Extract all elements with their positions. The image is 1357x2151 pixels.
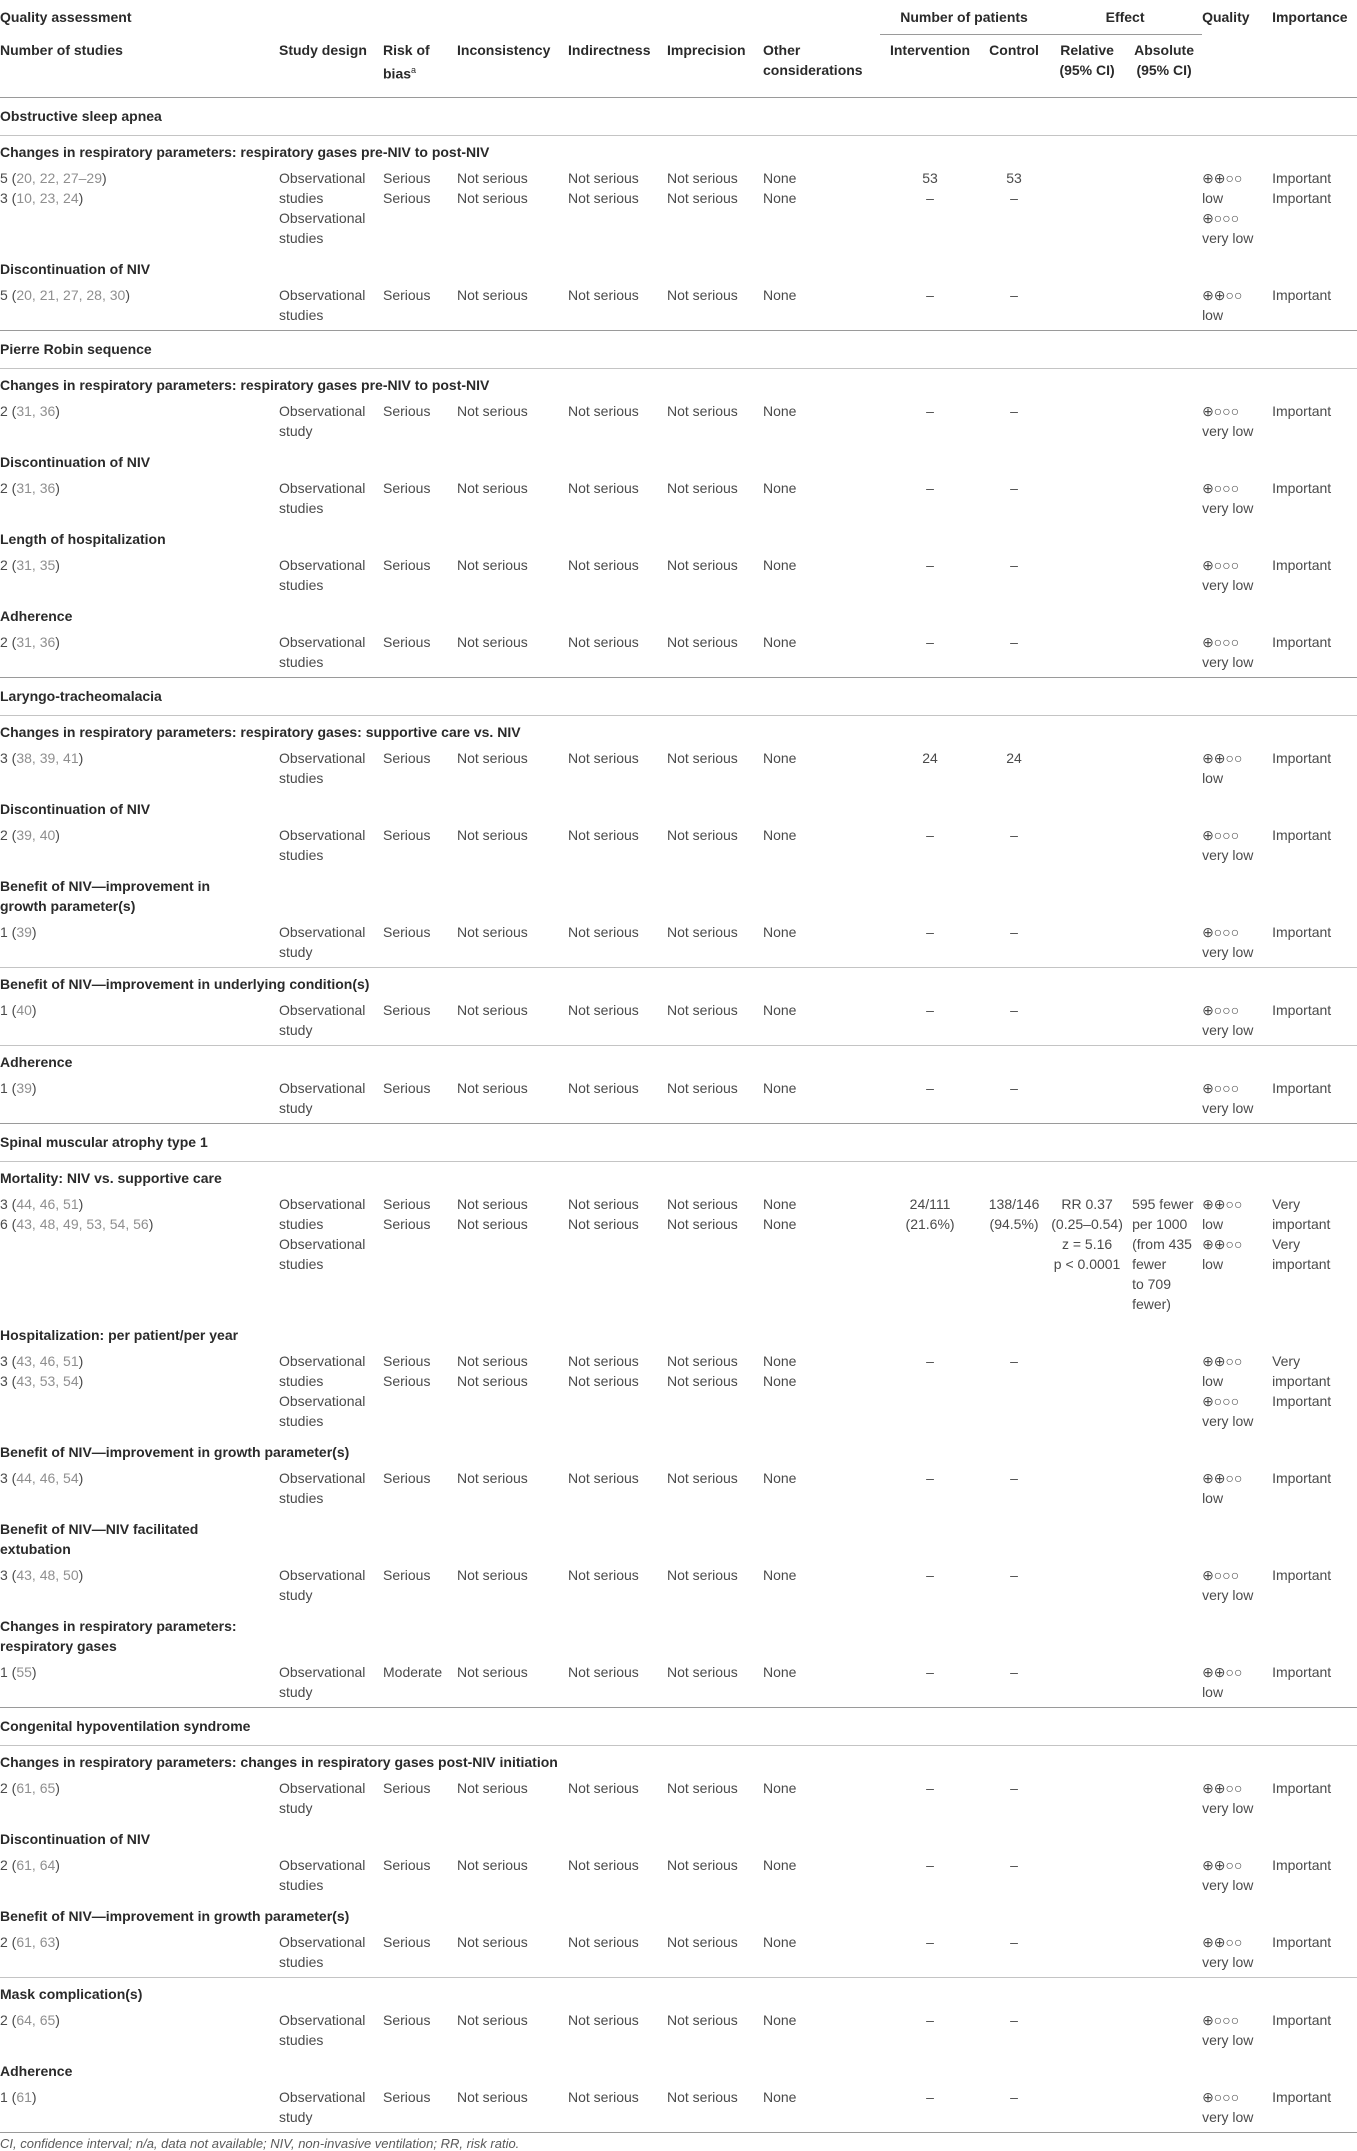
risk-of-bias-header: Risk of bias$^a$ bbox=[383, 41, 430, 82]
outcome-title: Length of hospitalization bbox=[0, 531, 166, 548]
table-row: 2 (31, 36) Observational studies Serious Not serious Not serious Not serious None – – ⊕○○○ very low Important bbox=[0, 634, 1332, 671]
table-row: 5 (20, 21, 27, 28, 30) Observational studies Serious Not serious Not serious Not serious None – – ⊕⊕○○ low Important bbox=[0, 287, 1332, 324]
outcome-title: Mask complication(s) bbox=[0, 1978, 1357, 2011]
effect-header: Effect bbox=[1048, 7, 1202, 35]
outcome-title: Benefit of NIV—improvement in underlying condition(s) bbox=[0, 968, 1357, 1001]
outcome-title: Adherence bbox=[0, 608, 73, 625]
header-row-2 bbox=[0, 35, 1357, 98]
table-row: 1 (39) Observational study Serious Not serious Not serious Not serious None – – ⊕○○○ very low Important bbox=[0, 924, 1332, 961]
number-of-studies-header: Number of studies bbox=[0, 41, 123, 58]
relative-header: Relative (95% CI) bbox=[1059, 42, 1115, 78]
table-row: 3 (43, 48, 50) Observational study Serious Not serious Not serious Not serious None – – ⊕○○○ very low Important bbox=[0, 1567, 1332, 1604]
outcome-title: Changes in respiratory parameters: changes in respiratory gases post-NIV initiation bbox=[0, 1754, 558, 1771]
section-title: Obstructive sleep apnea bbox=[0, 98, 1357, 136]
control-header: Control bbox=[989, 42, 1039, 58]
table-row: 1 (40) Observational study Serious Not serious Not serious Not serious None – – ⊕○○○ very low Important bbox=[0, 1002, 1332, 1039]
section-title: Pierre Robin sequence bbox=[0, 331, 1357, 369]
table-row: 2 (31, 36) Observational study Serious Not serious Not serious Not serious None – – ⊕○○○ very low Important bbox=[0, 403, 1332, 440]
table-row: 1 (39) Observational study Serious Not serious Not serious Not serious None – – ⊕○○○ very low Important bbox=[0, 1080, 1332, 1117]
table-row: 3 (38, 39, 41) Observational studies Serious Not serious Not serious Not serious None 24 24 ⊕⊕○○ low Important bbox=[0, 750, 1332, 787]
intervention-header: Intervention bbox=[889, 42, 971, 58]
table-row: 2 (39, 40) Observational studies Serious Not serious Not serious Not serious None – – ⊕○○○ very low Important bbox=[0, 827, 1332, 864]
outcome-title: Discontinuation of NIV bbox=[0, 261, 151, 278]
outcome-title: Benefit of NIV—improvement in growth parameter(s) bbox=[0, 1908, 350, 1925]
table-row: 2 (61, 63) Observational studies Serious Not serious Not serious Not serious None – – ⊕⊕○○ very low Important bbox=[0, 1934, 1332, 1971]
outcome-title: Benefit of NIV—improvement in growth parameter(s) bbox=[0, 1444, 350, 1461]
outcome-title: Hospitalization: per patient/per year bbox=[0, 1327, 239, 1344]
outcome-title: Benefit of NIV—NIV facilitated extubation bbox=[0, 1521, 199, 1558]
table-row: 3 (44, 46, 54) Observational studies Serious Not serious Not serious Not serious None – – ⊕⊕○○ low Important bbox=[0, 1470, 1332, 1507]
table-row: 5 (20, 22, 27–29) 3 (10, 23, 24) Observational studies Observational studies Serious Serious Not serious Not serious Not serious Not serious Not serious Not serious None None 53 – 53 – ⊕⊕○○ low ⊕○○○ very low Important Important bbox=[0, 170, 1332, 247]
importance-header: Importance bbox=[1272, 9, 1348, 25]
number-of-patients-header: Number of patients bbox=[880, 7, 1048, 35]
inconsistency-header: Inconsistency bbox=[457, 41, 551, 58]
grade-evidence-table bbox=[0, 7, 1357, 2133]
table-row: 2 (31, 36) Observational studies Serious Not serious Not serious Not serious None – – ⊕○○○ very low Important bbox=[0, 480, 1332, 517]
outcome-title: Changes in respiratory parameters: respiratory gases pre-NIV to post-NIV bbox=[0, 144, 490, 161]
outcome-title: Benefit of NIV—improvement in growth parameter(s) bbox=[0, 878, 211, 915]
outcome-title: Discontinuation of NIV bbox=[0, 801, 151, 818]
other-considerations-header: Other considerations bbox=[763, 41, 863, 78]
table-row: 3 (44, 46, 51) 6 (43, 48, 49, 53, 54, 56) Observational studies Observational studies Serious Serious Not serious Not serious Not serious Not serious Not serious Not serious None None 24/111 (21.6%) 138/146 (94.5%) RR 0.37 (0.25–0.54) z = 5.16 p < 0.0001 595 fewer per 1000 (from 435 fewer to 709 fewer) ⊕⊕○○ low ⊕⊕○○ low Very important Very important bbox=[0, 1196, 1331, 1313]
section-title: Congenital hypoventilation syndrome bbox=[0, 1708, 1357, 1746]
quality-header: Quality bbox=[1202, 9, 1250, 25]
absolute-header: Absolute (95% CI) bbox=[1134, 42, 1194, 78]
table-row: 2 (64, 65) Observational studies Serious Not serious Not serious Not serious None – – ⊕○○○ very low Important bbox=[0, 2012, 1332, 2049]
indirectness-header: Indirectness bbox=[568, 41, 651, 58]
table-row: 1 (55) Observational study Moderate Not serious Not serious Not serious None – – ⊕⊕○○ low Important bbox=[0, 1664, 1332, 1701]
table-row: 2 (31, 35) Observational studies Serious Not serious Not serious Not serious None – – ⊕○○○ very low Important bbox=[0, 557, 1332, 594]
table-row: 1 (61) Observational study Serious Not serious Not serious Not serious None – – ⊕○○○ very low Important bbox=[0, 2087, 1357, 2133]
section-title: Laryngo-tracheomalacia bbox=[0, 678, 1357, 716]
outcome-title: Mortality: NIV vs. supportive care bbox=[0, 1170, 222, 1187]
imprecision-header: Imprecision bbox=[667, 41, 746, 58]
table-footnote: CI, confidence interval; n/a, data not available; NIV, non-invasive ventilation; RR, risk ratio. bbox=[0, 2136, 520, 2151]
outcome-title: Adherence bbox=[0, 1046, 1357, 1079]
quality-assessment-header: Quality assessment bbox=[0, 9, 132, 25]
table-row: 2 (61, 65) Observational study Serious Not serious Not serious Not serious None – – ⊕⊕○○ very low Important bbox=[0, 1780, 1332, 1817]
study-design-header: Study design bbox=[279, 41, 367, 58]
outcome-title: Adherence bbox=[0, 2063, 73, 2080]
outcome-title: Discontinuation of NIV bbox=[0, 454, 151, 471]
outcome-title: Changes in respiratory parameters: respiratory gases pre-NIV to post-NIV bbox=[0, 377, 490, 394]
section-title: Spinal muscular atrophy type 1 bbox=[0, 1124, 1357, 1162]
table-row: 2 (61, 64) Observational studies Serious Not serious Not serious Not serious None – – ⊕⊕○○ very low Important bbox=[0, 1857, 1332, 1894]
outcome-title: Changes in respiratory parameters: respiratory gases bbox=[0, 1618, 237, 1655]
header-row-1 bbox=[0, 7, 1357, 35]
outcome-title: Discontinuation of NIV bbox=[0, 1831, 151, 1848]
table-row: 3 (43, 46, 51) 3 (43, 53, 54) Observational studies Observational studies Serious Serious Not serious Not serious Not serious Not serious Not serious Not serious None None – – ⊕⊕○○ low ⊕○○○ very low Very important Important bbox=[0, 1353, 1332, 1430]
outcome-title: Changes in respiratory parameters: respiratory gases: supportive care vs. NIV bbox=[0, 724, 521, 741]
